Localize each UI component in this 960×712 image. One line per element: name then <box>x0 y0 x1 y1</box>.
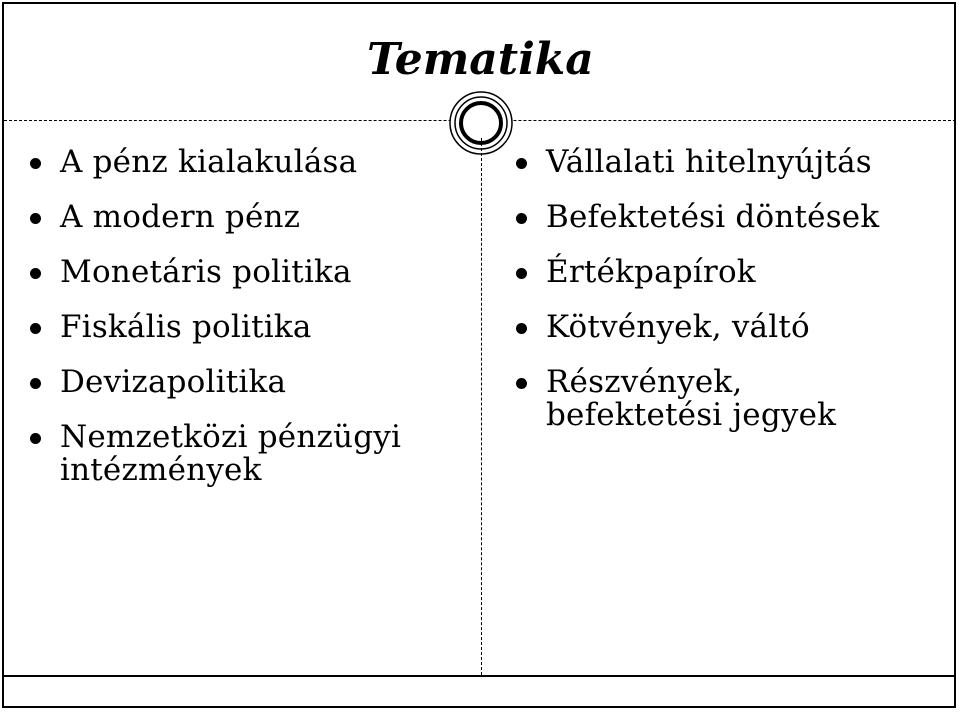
bullet-icon <box>516 213 527 224</box>
list-item-label: Részvények, befektetési jegyek <box>546 364 837 433</box>
list-item <box>516 146 936 179</box>
bullet-icon <box>516 323 527 334</box>
list-item <box>516 201 936 234</box>
list-item <box>516 366 886 432</box>
list-item <box>516 256 936 289</box>
left-topic-list <box>30 146 470 509</box>
bullet-icon <box>30 378 41 389</box>
list-item <box>30 146 470 179</box>
list-item-label: Nemzetközi pénzügyi intézmények <box>60 419 402 488</box>
list-item <box>30 421 460 487</box>
footer-divider <box>4 675 956 677</box>
list-item-label: Értékpapírok <box>546 254 756 290</box>
list-item <box>516 311 936 344</box>
list-item <box>30 366 470 399</box>
bullet-icon <box>30 433 41 444</box>
list-item <box>30 201 470 234</box>
bullet-icon <box>30 213 41 224</box>
list-item-label: Vállalati hitelnyújtás <box>546 144 872 180</box>
list-item-label: A pénz kialakulása <box>60 144 358 180</box>
bullet-icon <box>30 158 41 169</box>
list-item-label: Monetáris politika <box>60 254 352 290</box>
list-item <box>30 256 470 289</box>
list-item <box>30 311 470 344</box>
bullet-icon <box>516 378 527 389</box>
list-item-label: Befektetési döntések <box>546 199 880 235</box>
bullet-icon <box>30 268 41 279</box>
bullet-icon <box>516 158 527 169</box>
right-topic-list <box>516 146 936 454</box>
bullet-icon <box>30 323 41 334</box>
list-item-label: Devizapolitika <box>60 364 287 400</box>
list-item-label: Fiskális politika <box>60 309 312 345</box>
list-item-label: A modern pénz <box>60 199 301 235</box>
slide-title: Tematika <box>367 34 594 85</box>
bullet-icon <box>516 268 527 279</box>
column-divider <box>481 138 482 675</box>
list-item-label: Kötvények, váltó <box>546 309 810 345</box>
